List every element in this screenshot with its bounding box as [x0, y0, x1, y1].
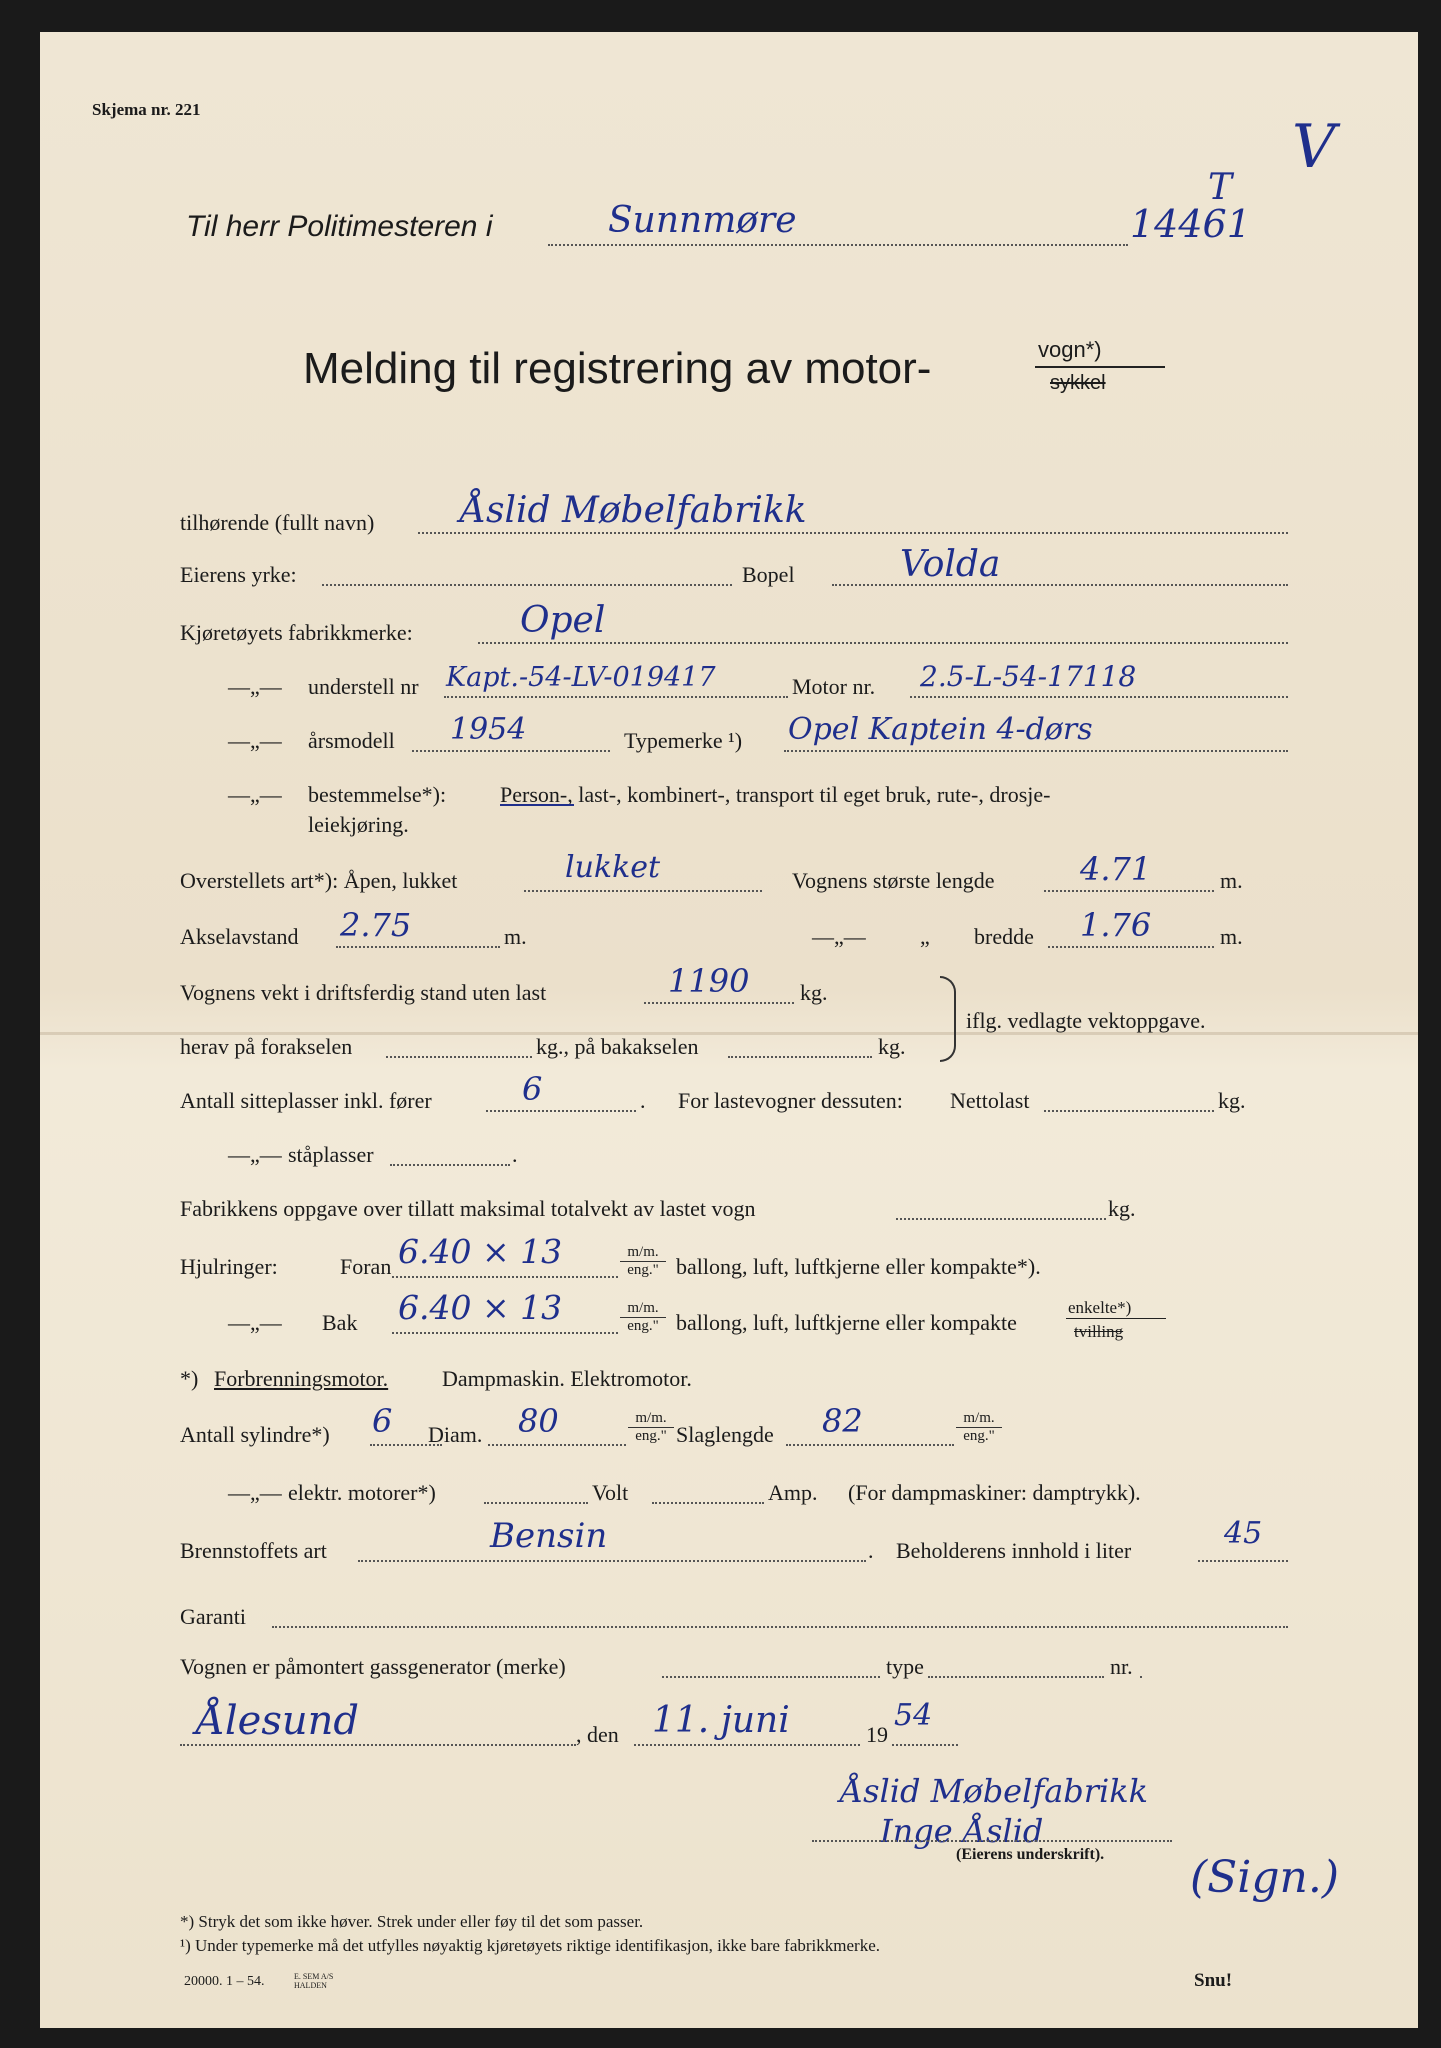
steam-note: (For dampmaskiner: damptrykk).: [848, 1480, 1141, 1505]
length-line: [1044, 890, 1214, 892]
maxweight-unit: kg.: [1108, 1196, 1136, 1221]
stroke-value: 82: [822, 1402, 863, 1440]
diameter-value: 80: [518, 1402, 559, 1440]
signature-name: Inge Åslid: [880, 1812, 1044, 1850]
year-value: 1954: [450, 712, 527, 747]
tires-rear-unit: m/m. eng.": [620, 1300, 666, 1335]
wheelbase-label: Akselavstand: [180, 924, 299, 949]
signature-caption: (Eierens underskrift).: [956, 1846, 1105, 1863]
truck-label: For lastevogner dessuten:: [678, 1088, 903, 1113]
place-line: [180, 1744, 576, 1746]
ditto-mark: —„—: [228, 1480, 282, 1505]
ditto-mark: —„—: [228, 1142, 282, 1167]
tires-front-unit: m/m. eng.": [620, 1244, 666, 1279]
standing-label: ståplasser: [288, 1142, 374, 1167]
year-suffix: 54: [894, 1698, 933, 1733]
gasgen-nr-label: nr.: [1110, 1654, 1133, 1679]
length-unit: m.: [1220, 868, 1243, 893]
engine-type-selected: Forbrenningsmotor.: [214, 1366, 389, 1391]
make-line: [478, 642, 1288, 644]
width-line: [1048, 946, 1214, 948]
ditto-mark: —„—: [228, 728, 282, 753]
motor-value: 2.5-L-54-17118: [920, 660, 1137, 693]
occupation-line: [322, 584, 732, 586]
make-label: Kjøretøyets fabrikkmerke:: [180, 620, 413, 645]
gasgen-type-label: type: [886, 1654, 924, 1679]
fuel-line: [358, 1560, 866, 1562]
weight-line: [644, 1002, 794, 1004]
residence-value: Volda: [900, 544, 1001, 585]
signature-line: [812, 1840, 1172, 1842]
motor-label: Motor nr.: [792, 674, 876, 699]
volt-line: [652, 1502, 764, 1504]
weight-brace: [940, 976, 956, 1062]
stroke-unit: m/m. eng.": [956, 1410, 1002, 1445]
recipient-value: Sunnmøre: [608, 200, 797, 241]
body-value: lukket: [565, 850, 661, 885]
tires-single-kept: enkelte*): [1068, 1298, 1132, 1317]
body-line: [524, 890, 762, 892]
vehicle-kind-struck: sykkel: [1050, 372, 1106, 394]
gasgen-type-line: [928, 1676, 1104, 1678]
chassis-line: [444, 696, 788, 698]
netload-line: [1044, 1110, 1214, 1112]
seats-label: Antall sitteplasser inkl. fører: [180, 1088, 432, 1113]
year-label: årsmodell: [308, 728, 395, 753]
place-value: Ålesund: [196, 1698, 360, 1744]
length-label: Vognens største lengde: [792, 868, 995, 893]
date-value: 11. juni: [652, 1700, 790, 1741]
reference-number: 14461: [1130, 202, 1251, 246]
occupation-label: Eierens yrke:: [180, 562, 297, 587]
sign-stamp: (Sign.): [1190, 1852, 1340, 1903]
title-main: Melding til registrering av motor-: [303, 344, 932, 393]
type-label: Typemerke ¹): [624, 728, 743, 753]
ditto-mark: —„—: [228, 1310, 282, 1335]
make-value: Opel: [520, 600, 606, 641]
reference-letter: T: [1208, 167, 1233, 208]
purpose-options-continued: leiekjøring.: [308, 812, 409, 837]
purpose-options: Person-, last-, kombinert-, transport til eget bruk, rute-, drosje-: [500, 782, 1051, 807]
rear-axle-label: kg., på bakakselen: [536, 1034, 699, 1059]
printer-mark: E. SEM A/S HALDEN: [294, 1972, 334, 1990]
corner-check-mark: V: [1292, 112, 1336, 182]
rear-axle-line: [728, 1056, 872, 1058]
weight-value: 1190: [668, 962, 750, 1000]
owner-name-value: Åslid Møbelfabrikk: [460, 490, 807, 531]
length-value: 4.71: [1080, 850, 1152, 888]
width-unit: m.: [1220, 924, 1243, 949]
footnote-2: ¹) Under typemerke må det utfylles nøyaktig kjøretøyets riktige identifikasjon, ikke bare fabrikkmerke.: [180, 1936, 880, 1955]
residence-label: Bopel: [742, 562, 795, 587]
ditto-mark: —„—: [812, 924, 866, 949]
netload-label: Nettolast: [950, 1088, 1030, 1113]
tires-twin-struck: tvilling: [1074, 1322, 1124, 1341]
fuel-value: Bensin: [490, 1516, 608, 1556]
stroke-label: Slaglengde: [676, 1422, 774, 1447]
maxweight-line: [896, 1218, 1106, 1220]
form-number: Skjema nr. 221: [92, 100, 201, 119]
seats-line: [486, 1110, 636, 1112]
amp-label: Amp.: [768, 1480, 818, 1505]
standing-line: [390, 1164, 510, 1166]
footnote-1: *) Stryk det som ikke høver. Strek under eller føy til det som passer.: [180, 1912, 644, 1931]
tires-front-kinds: ballong, luft, luftkjerne eller kompakte*).: [676, 1254, 1041, 1279]
tires-rear-label: Bak: [322, 1310, 358, 1335]
rear-axle-unit: kg.: [878, 1034, 906, 1059]
tank-line: [1198, 1560, 1288, 1562]
cylinders-value: 6: [372, 1402, 393, 1440]
chassis-value: Kapt.-54-LV-019417: [446, 662, 716, 693]
gasgen-line: [662, 1676, 880, 1678]
engine-footnote-mark: *): [180, 1366, 199, 1391]
tires-rear-kinds: ballong, luft, luftkjerne eller kompakte: [676, 1310, 1017, 1335]
title-fraction-bar: [1035, 366, 1165, 368]
purpose-label: bestemmelse*):: [308, 782, 447, 807]
tank-label: Beholderens innhold i liter: [896, 1538, 1132, 1563]
fuel-label: Brennstoffets art: [180, 1538, 327, 1563]
seats-value: 6: [522, 1070, 543, 1108]
tires-fraction-bar: [1066, 1318, 1166, 1319]
diameter-unit: m/m. eng.": [628, 1410, 674, 1445]
warranty-line: [272, 1626, 1288, 1628]
front-axle-line: [386, 1056, 532, 1058]
ditto-quote: „: [920, 924, 930, 949]
recipient-line: [548, 244, 1128, 246]
volt-label: Volt: [592, 1480, 629, 1505]
tank-value: 45: [1224, 1516, 1263, 1551]
netload-unit: kg.: [1218, 1088, 1246, 1113]
print-code: 20000. 1 – 54.: [184, 1974, 265, 1989]
tires-label: Hjulringer:: [180, 1254, 278, 1279]
type-line: [784, 750, 1288, 752]
chassis-label: understell nr: [308, 674, 419, 699]
ditto-mark: —„—: [228, 674, 282, 699]
electric-motors-label: elektr. motorer*): [288, 1480, 436, 1505]
diameter-label: Diam.: [428, 1422, 483, 1447]
maxweight-label: Fabrikkens oppgave over tillatt maksimal totalvekt av lastet vogn: [180, 1196, 756, 1221]
vehicle-kind-kept: vogn*): [1038, 337, 1102, 362]
motor-line: [910, 696, 1288, 698]
width-label: bredde: [974, 924, 1034, 949]
signature-company: Åslid Møbelfabrikk: [840, 1772, 1149, 1810]
date-line: [634, 1744, 860, 1746]
body-label: Overstellets art*): Åpen, lukket: [180, 868, 458, 893]
wheelbase-value: 2.75: [340, 906, 412, 944]
purpose-underline: [500, 804, 574, 806]
weight-note: iflg. vedlagte vektoppgave.: [966, 1008, 1206, 1033]
tires-front-label: Foran: [340, 1254, 392, 1279]
owner-name-label: tilhørende (fullt navn): [180, 510, 375, 535]
diameter-line: [488, 1444, 626, 1446]
engine-type-other: Dampmaskin. Elektromotor.: [442, 1366, 692, 1391]
wheelbase-line: [336, 946, 500, 948]
year-suffix-line: [892, 1744, 958, 1746]
type-value: Opel Kaptein 4-dørs: [788, 712, 1093, 747]
stroke-line: [786, 1444, 954, 1446]
weight-unit: kg.: [800, 980, 828, 1005]
wheelbase-unit: m.: [504, 924, 527, 949]
recipient-label: Til herr Politimesteren i: [186, 210, 493, 243]
front-axle-label: herav på forakselen: [180, 1034, 353, 1059]
weight-label: Vognens vekt i driftsferdig stand uten last: [180, 980, 547, 1005]
ditto-mark: —„—: [228, 782, 282, 807]
cylinders-label: Antall sylindre*): [180, 1422, 330, 1447]
turn-over-label: Snu!: [1194, 1970, 1233, 1991]
gasgen-label: Vognen er påmontert gassgenerator (merke): [180, 1654, 566, 1679]
date-label: , den: [576, 1722, 619, 1747]
year-line: [412, 750, 610, 752]
electric-motors-line: [484, 1502, 588, 1504]
tires-rear-value: 6.40 × 13: [398, 1288, 563, 1327]
gasgen-nr-dot: [1140, 1676, 1142, 1678]
warranty-label: Garanti: [180, 1604, 246, 1629]
tires-front-value: 6.40 × 13: [398, 1232, 563, 1271]
form-sheet: Skjema nr. 221 V Til herr Politimesteren i Sunnmøre T 14461 Melding til registrering av motor- vogn*) sykkel tilhørende (fullt navn) Åslid Møbelfabrikk Eierens yrke: Bopel Volda Kjøretøyets fabrikkmerke: Opel —„— understell nr Kapt.-54-LV-019417 Motor nr. 2.5-L-54-17118 —„— årsmodell 1954 Typemerke ¹) Opel Kaptein 4-dørs —„— bestemmelse*): Person-, last-, kombinert-, transport til eget bruk, rute-, drosje- leiekjøring. Overstellets art*): Åpen, lukket lukket Vognens største lengde 4.71 m. Akselavstand 2.75 m. —„— „ bredde 1.76 m. Vognens vekt i driftsferdig stand uten last 1190 kg. iflg. vedlagte vektoppgave. herav på forakselen kg., på bakakselen kg. Antall sitteplasser inkl. fører 6 . For lastevogner dessuten: Nettolast kg. —„— ståplasser . Fabrikkens oppgave over tillatt maksimal totalvekt av lastet vogn kg. Hjulringer: Foran 6.40 × 13 m/m. eng." ballong, luft, luftkjerne eller kompakte*). —„— Bak 6.40 × 13 m/m. eng." ballong, luft, luftkjerne eller kompakte enkelte*) tvilling *) Forbrenningsmotor. Dampmaskin. Elektromotor. Antall sylindre*) 6 Diam. 80 m/m. eng." Slaglengde 82 m/m. eng." —„— elektr. motorer*) Volt Amp. (For dampmaskiner: damptrykk). Brennstoffets art Bensin . Beholderens innhold i liter 45 Garanti Vognen er påmontert gassgenerator (merke) type nr. Ålesund , den 11. juni 19 54 Åslid Møbelfabrikk Inge Åslid (Eierens underskrift). (Sign.) *) Stryk det som ikke høver. Strek under eller føy til det som passer. ¹) Under typemerke må det utfylles nøyaktig kjøretøyets riktige identifikasjon, ikke bare fabrikkmerke. 20000. 1 – 54. E. SEM A/S HALDEN Snu!: [40, 32, 1418, 2028]
owner-name-line: [418, 532, 1288, 534]
width-value: 1.76: [1080, 906, 1152, 944]
tires-rear-line: [392, 1332, 618, 1334]
year-prefix: 19: [866, 1722, 888, 1747]
form-title: [303, 344, 931, 394]
tires-front-line: [392, 1276, 618, 1278]
